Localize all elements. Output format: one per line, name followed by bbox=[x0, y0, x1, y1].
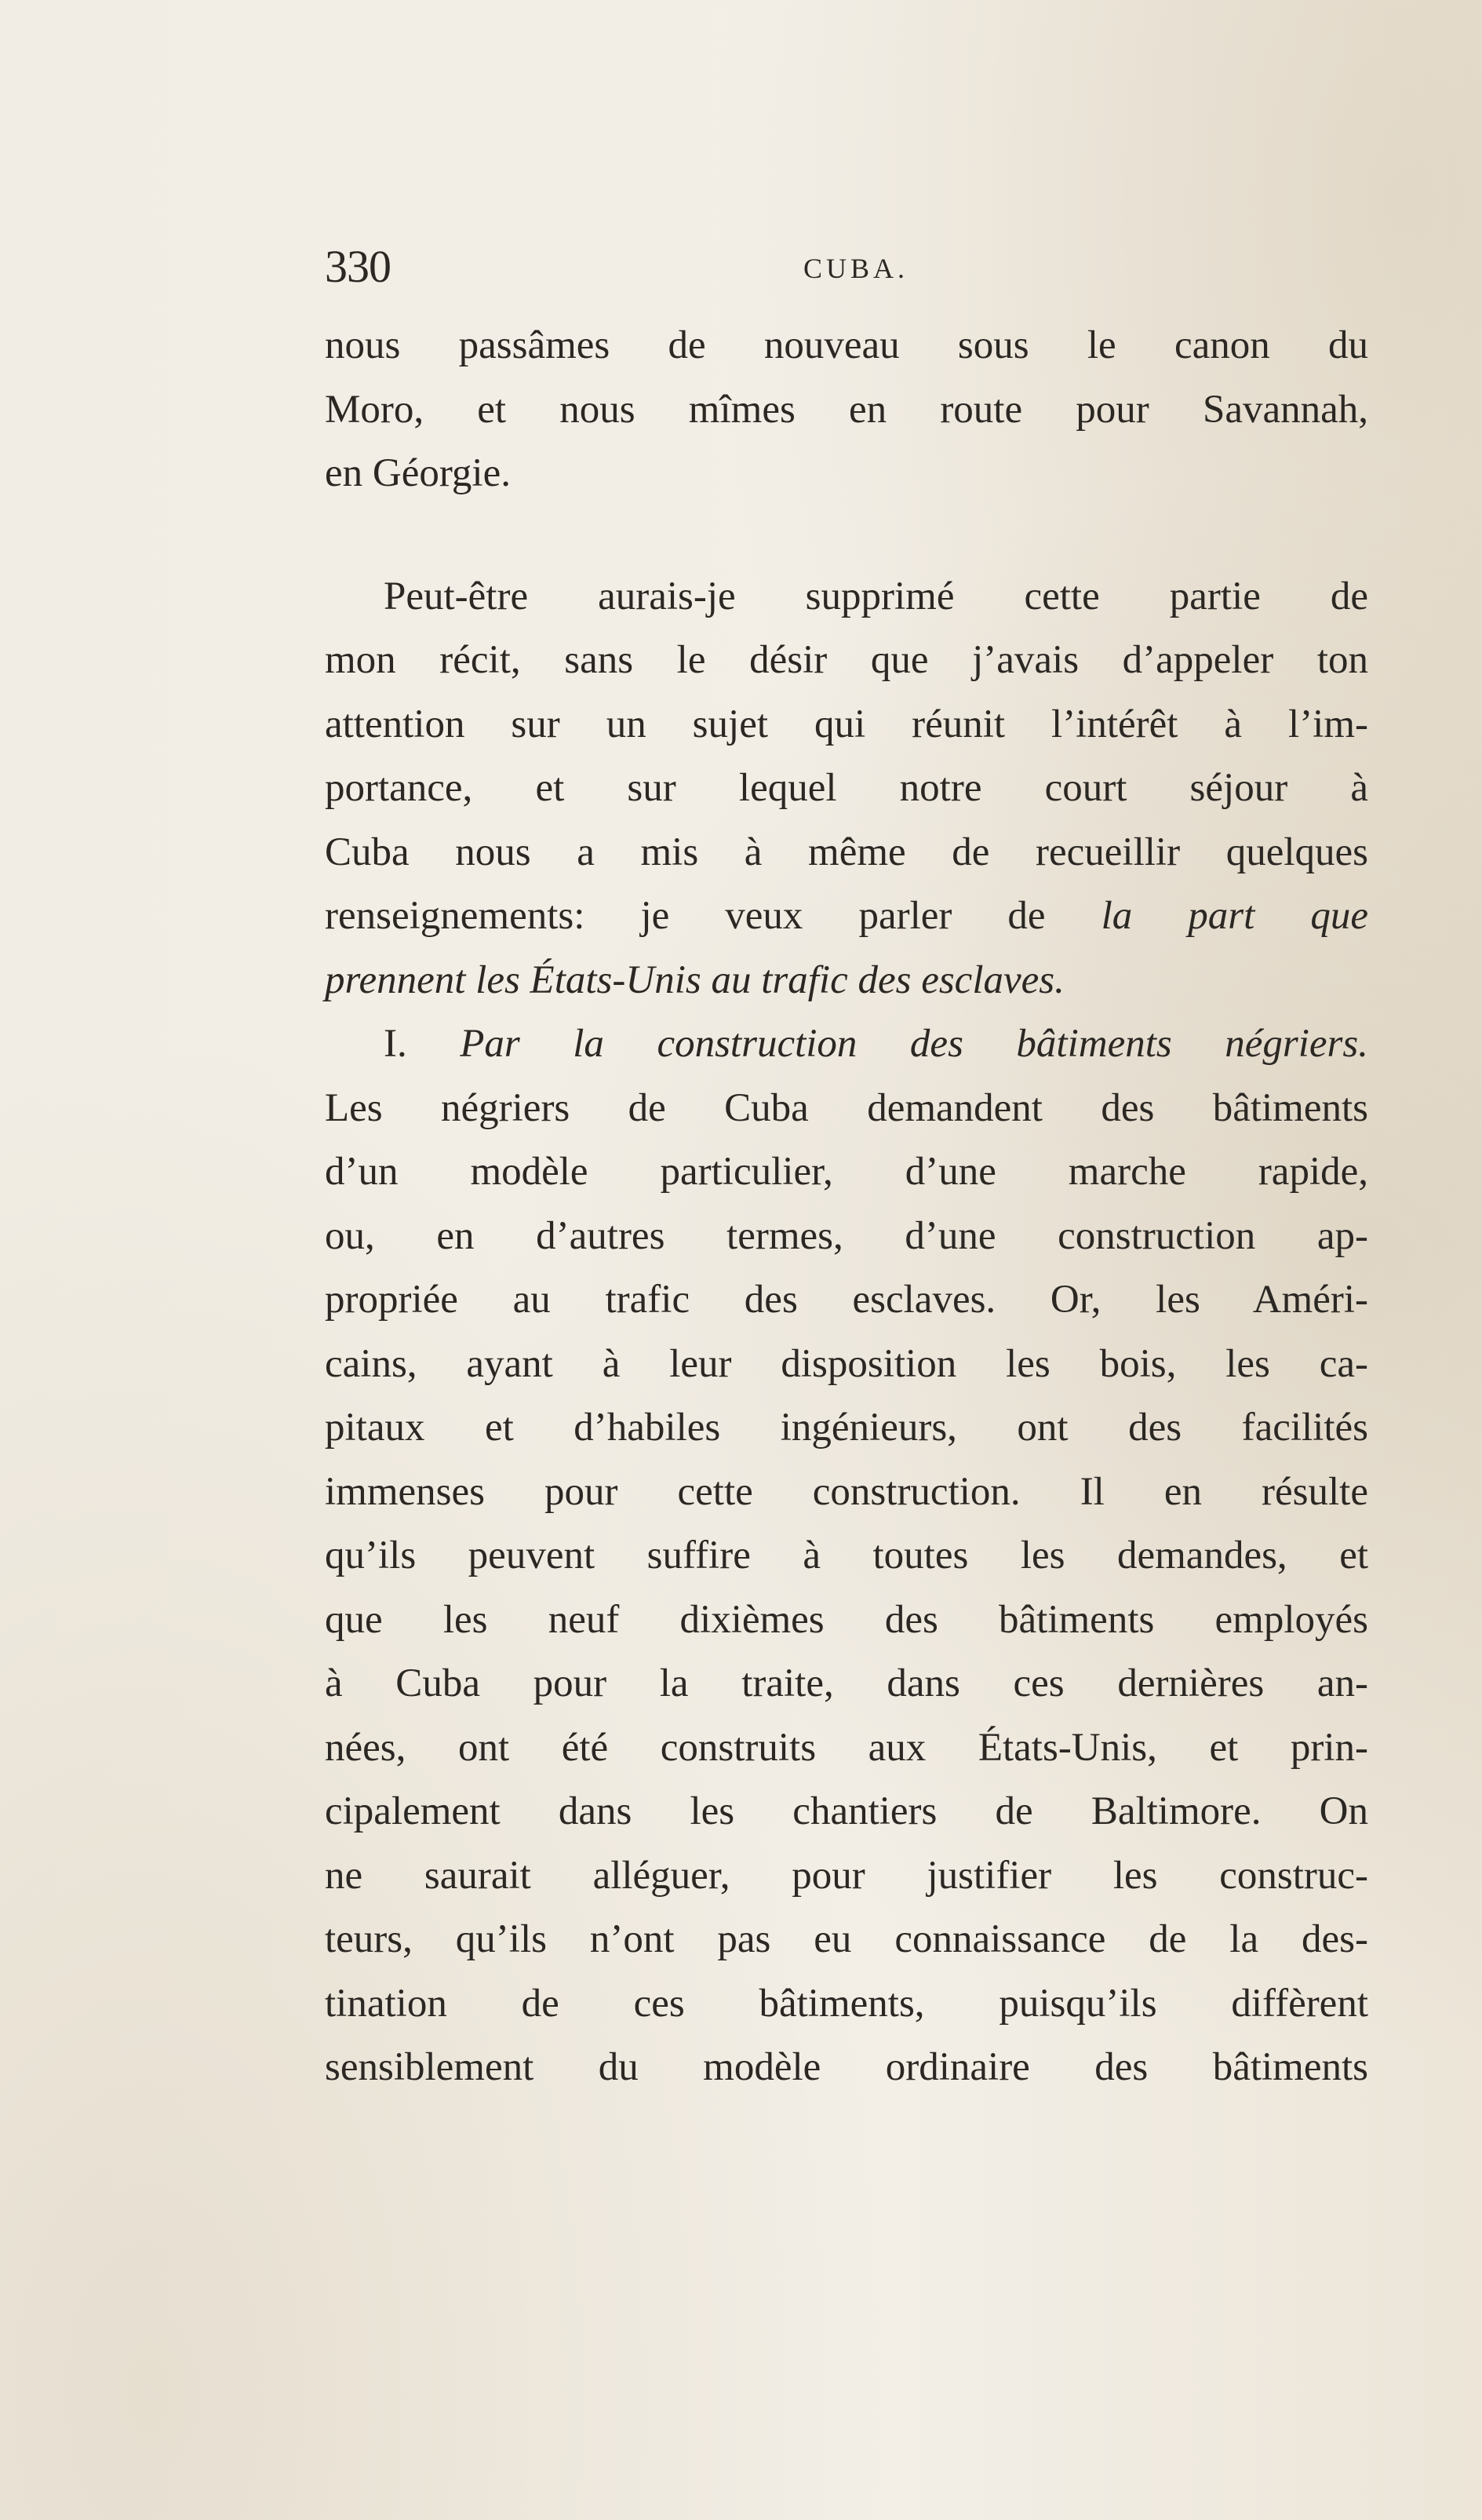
text-line: renseignements: je veux parler de la part que bbox=[325, 894, 1368, 938]
text-line: ou, en d’autres termes, d’une construction ap- bbox=[325, 1213, 1368, 1258]
body-text bbox=[325, 314, 1368, 2100]
text-line: mon récit, sans le désir que j’avais d’appeler ton bbox=[325, 638, 1368, 682]
text-line: Cuba nous a mis à même de recueillir quelques bbox=[325, 830, 1368, 874]
text-line: qu’ils peuvent suffire à toutes les demandes, et bbox=[325, 1534, 1368, 1577]
text-line: teurs, qu’ils n’ont pas eu connaissance de la des- bbox=[325, 1917, 1368, 1961]
text-line: pitaux et d’habiles ingénieurs, ont des facilités bbox=[325, 1406, 1368, 1450]
text-line: nous passâmes de nouveau sous le canon du bbox=[325, 323, 1368, 367]
text-line: immenses pour cette construction. Il en résulte bbox=[325, 1469, 1368, 1514]
text-line: en Géorgie. bbox=[325, 451, 511, 495]
page-header bbox=[325, 235, 1368, 298]
text-line: attention sur un sujet qui réunit l’intérêt à l’im- bbox=[325, 702, 1368, 746]
text-line: ne saurait alléguer, pour justifier les construc- bbox=[325, 1853, 1368, 1898]
italic-text: la part que bbox=[1101, 894, 1368, 938]
text-line: tination de ces bâtiments, puisqu’ils diffèrent bbox=[325, 1981, 1368, 2026]
text-line: Les négriers de Cuba demandent des bâtiments bbox=[325, 1085, 1368, 1130]
text-line: cipalement dans les chantiers de Baltimore. On bbox=[325, 1789, 1368, 1833]
text-line: sensiblement du modèle ordinaire des bâtiments bbox=[325, 2045, 1368, 2089]
text-line: Peut-être aurais-je supprimé cette partie de bbox=[384, 574, 1368, 618]
page-number: 330 bbox=[325, 241, 391, 292]
text-line: propriée au trafic des esclaves. Or, les Améri- bbox=[325, 1278, 1368, 1322]
text-line: que les neuf dixièmes des bâtiments employés bbox=[325, 1597, 1368, 1642]
text-line: à Cuba pour la traite, dans ces dernières an- bbox=[325, 1661, 1368, 1705]
paragraph-gap bbox=[325, 506, 1368, 565]
text-line: Moro, et nous mîmes en route pour Savannah, bbox=[325, 387, 1368, 432]
running-head: CUBA. bbox=[803, 253, 909, 284]
text-line: cains, ayant à leur disposition les bois, les ca- bbox=[325, 1341, 1368, 1386]
text-line: d’un modèle particulier, d’une marche rapide, bbox=[325, 1150, 1368, 1194]
section-heading-italic: Par la construction des bâtiments négriers. bbox=[460, 1022, 1368, 1066]
text-line: portance, et sur lequel notre court séjour à bbox=[325, 766, 1368, 810]
text-line: prennent les États-Unis au trafic des esclaves. bbox=[325, 957, 1065, 1002]
text-line: nées, ont été construits aux États-Unis, et prin- bbox=[325, 1725, 1368, 1770]
text-line: I. Par la construction des bâtiments négriers. bbox=[384, 1022, 1368, 1066]
